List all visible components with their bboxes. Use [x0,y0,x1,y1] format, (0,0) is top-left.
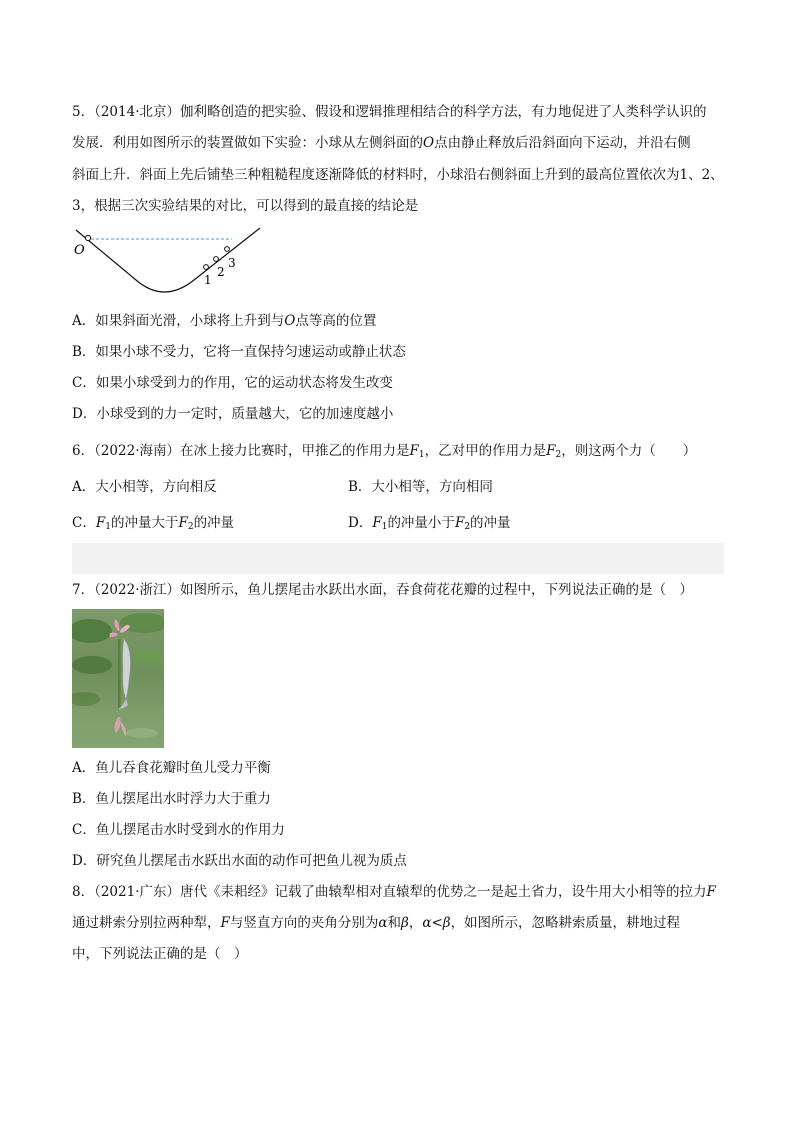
q8-text: 与竖直方向的夹角分别为 [229,915,379,931]
var-beta: β [401,915,409,931]
option-text: D． [348,515,373,531]
q5-line-2 [72,133,691,153]
subscript-1: 1 [105,522,111,532]
label-o: O [74,243,85,258]
subscript-2: 2 [187,522,194,532]
incline-diagram [72,224,262,299]
var-f: F [706,884,716,900]
var-f: F [372,515,382,531]
q6-text: 6．（2022·海南）在冰上接力比赛时，甲推乙的作用力是 [72,443,410,459]
q8-line-2 [72,913,680,933]
less-than-sign: < [431,915,443,931]
q8-text: ，如图所示，忽略耕索质量，耕地过程 [450,915,681,931]
option-text: A．鱼儿吞食花瓣时鱼儿受力平衡 [72,760,271,776]
q6-option-d [348,513,511,537]
q7-option-d [72,851,407,871]
q8-text: 和 [387,915,401,931]
label-2: 2 [217,265,225,279]
label-1: 1 [204,273,212,287]
var-alpha: α [422,915,432,931]
q6-stem [72,441,696,465]
var-alpha: α [378,915,388,931]
q8-text: 通过耕索分别拉两种犁， [72,915,221,931]
var-f: F [220,915,230,931]
label-3: 3 [228,256,236,270]
var-f: F [95,515,106,531]
q5-line-4 [72,196,418,216]
option-text: 的冲量大于 [110,515,179,531]
option-text: 的冲量小于 [387,515,455,531]
option-var-o: O [284,313,296,329]
ball-position-3 [225,247,230,252]
q6-option-a [72,477,217,497]
q6-option-b [348,477,493,497]
option-text: 点等高的位置 [295,313,377,329]
q5-option-b [72,342,406,362]
var-f: F [409,443,419,459]
q7-option-c [72,820,285,840]
q5-text: 发展．利用如图所示的装置做如下实验：小球从左侧斜面的 [72,135,423,151]
option-text: B．大小相等，方向相同 [348,479,493,495]
q5-incline-figure [72,224,262,299]
q6-option-c [72,513,234,537]
q5-var-o: O [423,135,435,151]
ball-position-2 [214,257,219,262]
option-text: 的冲量 [470,515,511,531]
q6-text: ，则这两个力（ ） [561,443,697,459]
fish-lotus-image [72,609,164,748]
var-f: F [454,515,465,531]
subscript-1: 1 [381,522,388,532]
q7-text: 7．（2022·浙江）如图所示，鱼儿摆尾击水跃出水面，吞食荷花花瓣的过程中，下列说法正确的是（ ） [72,582,693,598]
ball-position-1 [204,265,209,270]
q5-option-c [72,373,393,393]
option-text: 的冲量 [193,515,235,531]
q5-text: 斜面上升．斜面上先后铺垫三种粗糙程度逐渐降低的材料时，小球沿右侧斜面上升到的最高位置依次为1、2、 [72,167,724,183]
option-text: B．如果小球不受力，它将一直保持匀速运动或静止状态 [72,344,406,360]
var-beta: β [442,915,451,931]
option-text: A．如果斜面光滑，小球将上升到与 [72,313,285,329]
option-text: B．鱼儿摆尾出水时浮力大于重力 [72,791,271,807]
separator-band [72,543,724,574]
q5-text: 5．（2014·北京）伽利略创造的把实验、假设和逻辑推理相结合的科学方法，有力地促进了人类科学认识的 [72,104,707,120]
q8-text: 中，下列说法正确的是（ ） [72,946,248,962]
subscript-1: 1 [418,450,425,460]
q8-text: ， [408,915,423,931]
var-f: F [546,443,556,459]
q5-text: 点由静止释放后沿斜面向下运动，并沿右侧 [434,135,691,151]
q5-option-d [72,404,393,424]
subscript-2: 2 [555,450,562,460]
var-f: F [178,515,188,531]
option-text: C．如果小球受到力的作用，它的运动状态将发生改变 [72,375,393,391]
q7-option-b [72,789,271,809]
q6-text: ，乙对甲的作用力是 [424,443,547,459]
q7-fish-lotus-photo [72,609,164,748]
q7-stem [72,580,693,600]
q5-line-1 [72,102,707,122]
q8-line-3 [72,944,248,964]
q8-line-1 [72,882,716,902]
subscript-2: 2 [464,522,471,532]
q5-line-3 [72,165,724,185]
option-text: C． [72,515,96,531]
q5-text: 3，根据三次实验结果的对比，可以得到的最直接的结论是 [72,198,419,214]
option-text: D．小球受到的力一定时，质量越大，它的加速度越小 [72,406,394,422]
q7-option-a [72,758,271,778]
ball-at-o [85,235,90,240]
q8-text: 8．（2021·广东）唐代《耒耜经》记载了曲辕犁相对直辕犁的优势之一是起土省力，设牛用大小相等的拉力 [72,884,707,900]
q5-option-a [72,311,376,331]
option-text: C．鱼儿摆尾击水时受到水的作用力 [72,822,285,838]
option-text: A．大小相等，方向相反 [72,479,217,495]
option-text: D．研究鱼儿摆尾击水跃出水面的动作可把鱼儿视为质点 [72,853,407,869]
